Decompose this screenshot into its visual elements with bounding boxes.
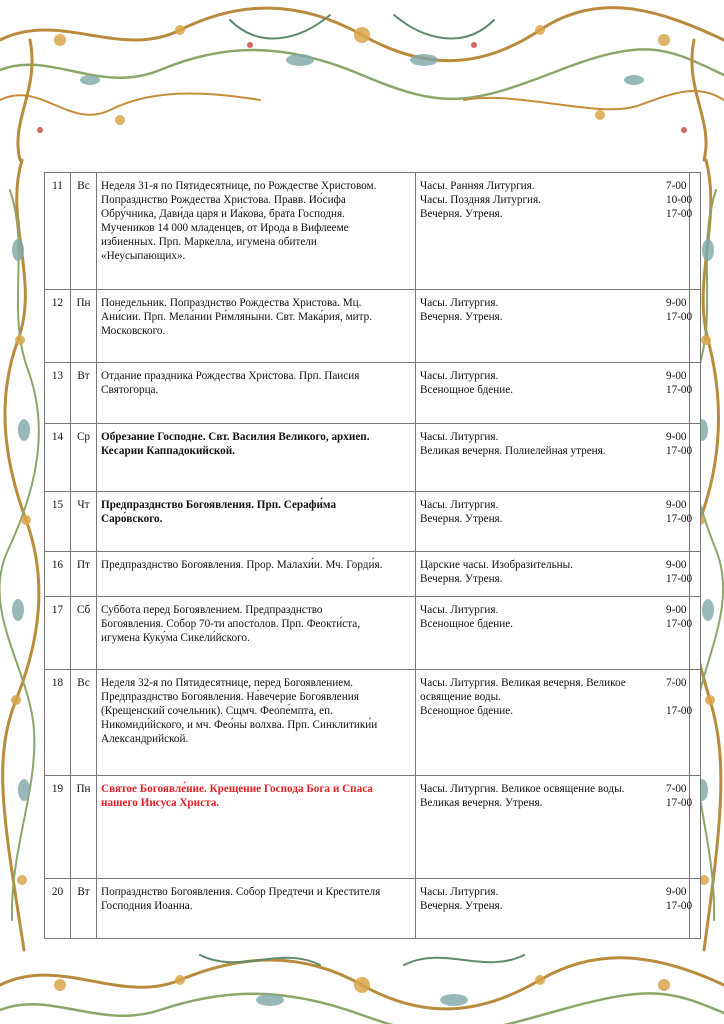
service-time: 17-00 [666, 797, 693, 809]
service-line: Великая вечерня. Утреня. [420, 797, 543, 809]
service-time: 9-00 [666, 886, 687, 898]
description-line: Понедельник. Попразднство Рождества Христова. Мц. [101, 297, 362, 309]
feast-description [97, 670, 416, 776]
description-line: (Крещенский сочельник). Сщмч. Феопе́мпта, еп. [101, 705, 333, 717]
service-times [666, 492, 701, 552]
weekday [71, 670, 97, 776]
service-times [666, 173, 701, 290]
day-number [45, 492, 71, 552]
service-times [666, 879, 701, 939]
table-row [45, 173, 701, 290]
description-line: Попразднство Богоявления. Собор Предтечи и Крестителя [101, 886, 381, 898]
description-line: Суббота перед Богоявлением. Предпразднство [101, 604, 323, 616]
services [416, 424, 690, 492]
weekday-text: Пн [76, 783, 91, 795]
day-number [45, 290, 71, 363]
weekday [71, 424, 97, 492]
description-line: Попразднство Рождества Христова. Правв. Ио́сифа [101, 194, 346, 206]
services [416, 879, 690, 939]
feast-description [97, 424, 416, 492]
service-line: Часы. Литургия. [420, 499, 499, 511]
ornamental-border-top [0, 0, 724, 170]
feast-description [97, 173, 416, 290]
service-line: Всенощное бдение. [420, 384, 514, 396]
services [416, 363, 690, 424]
service-line: Вечерня. Утреня. [420, 208, 503, 220]
service-line: Часы. Поздняя Литургия. [420, 194, 541, 206]
service-times [666, 597, 701, 670]
day-number-text: 16 [51, 559, 64, 571]
service-times-list [666, 498, 700, 526]
day-number [45, 670, 71, 776]
description-line: Отдание праздника Рождества Христова. Прп. Паисия [101, 370, 360, 382]
weekday [71, 552, 97, 597]
feast-description [97, 597, 416, 670]
day-number-text: 12 [51, 297, 64, 309]
service-times-list [666, 430, 700, 458]
day-number-text: 15 [51, 499, 64, 511]
weekday-text: Пн [76, 297, 91, 309]
service-time: 9-00 [666, 559, 687, 571]
service-times [666, 776, 701, 879]
weekday [71, 879, 97, 939]
feast-description [97, 879, 416, 939]
service-time: 17-00 [666, 900, 693, 912]
service-time: 9-00 [666, 297, 687, 309]
weekday-text: Чт [77, 499, 90, 511]
service-line: Вечерня. Утреня. [420, 311, 503, 323]
ornamental-border-left [0, 160, 44, 950]
day-number-text: 13 [51, 370, 64, 382]
table-row [45, 363, 701, 424]
services [416, 552, 690, 597]
service-time: 17-00 [666, 311, 693, 323]
feast-description [97, 290, 416, 363]
service-times-list [666, 885, 700, 913]
feast-description [97, 363, 416, 424]
services [416, 492, 690, 552]
description-line: Господния Иоанна. [101, 900, 193, 912]
services [416, 173, 690, 290]
schedule-body [45, 173, 701, 939]
feast-description [97, 552, 416, 597]
service-line: Часы. Литургия. Великая вечерня. Великое [420, 677, 626, 689]
description-line: Никомиди́йского, и мч. Фео́ны волхва. Прп. Синклитики́и [101, 719, 378, 731]
services [416, 776, 690, 879]
description-line: игумена Куку́ма Сикели́йского. [101, 632, 250, 644]
description-line: Обрезание Господне. Свт. Василия Великого, архиеп. [101, 431, 370, 443]
service-times-list [666, 676, 700, 718]
weekday-text: Вт [77, 370, 90, 382]
weekday [71, 290, 97, 363]
service-line: Часы. Литургия. [420, 370, 499, 382]
description-line: Святое Богоявле́ние. Крещение Господа Бога и Спаса [101, 783, 373, 795]
description-line: Предпразднство Богоявления. Прор. Малахи́и. Мч. Горди́я. [101, 559, 383, 571]
service-line: Всенощное бдение. [420, 705, 514, 717]
service-time: 9-00 [666, 431, 687, 443]
services [416, 597, 690, 670]
service-times-list [666, 558, 700, 586]
weekday-text: Ср [76, 431, 91, 443]
service-line: Часы. Литургия. [420, 297, 499, 309]
service-times-list [666, 179, 700, 221]
service-line: Вечерня. Утреня. [420, 513, 503, 525]
day-number [45, 879, 71, 939]
service-times-list [666, 782, 700, 810]
service-time: 7-00 [666, 180, 687, 192]
day-number-text: 17 [51, 604, 64, 616]
service-time: 9-00 [666, 370, 687, 382]
weekday-text: Вс [77, 677, 90, 689]
description-line: Обру́чника, Дави́да царя и Иа́кова, брата Господня. [101, 208, 345, 220]
description-line: нашего Иисуса Христа. [101, 797, 220, 809]
day-number [45, 363, 71, 424]
service-time: 17-00 [666, 384, 693, 396]
feast-description [97, 492, 416, 552]
description-line: Неделя 32-я по Пятидесятнице, перед Богоявлением. [101, 677, 354, 689]
day-number-text: 11 [52, 180, 63, 192]
weekday-text: Пт [77, 559, 90, 571]
day-number-text: 18 [51, 677, 64, 689]
day-number-text: 19 [51, 783, 64, 795]
service-line: Часы. Литургия. Великое освящение воды. [420, 783, 625, 795]
description-line: Ани́сии. Прп. Мела́нии Ри́мляныни. Свт. Мака́рия, митр. [101, 311, 373, 323]
service-line: Великая вечерня. Полиелейная утреня. [420, 445, 606, 457]
service-time: 9-00 [666, 604, 687, 616]
service-time: 17-00 [666, 445, 693, 457]
service-line: Царские часы. Изобразительны. [420, 559, 573, 571]
service-time: 7-00 [666, 677, 687, 689]
service-time: 7-00 [666, 783, 687, 795]
table-row [45, 597, 701, 670]
day-number [45, 173, 71, 290]
weekday [71, 776, 97, 879]
table-row [45, 492, 701, 552]
service-time [666, 690, 700, 704]
service-line: Вечерня. Утреня. [420, 573, 503, 585]
ornamental-border-bottom [0, 935, 724, 1024]
table-row [45, 552, 701, 597]
service-time: 17-00 [666, 573, 693, 585]
day-number [45, 776, 71, 879]
weekday [71, 173, 97, 290]
service-time: 17-00 [666, 208, 693, 220]
table-row [45, 670, 701, 776]
day-number-text: 20 [51, 886, 64, 898]
service-line: освящение воды. [420, 691, 501, 703]
service-times [666, 552, 701, 597]
service-time: 17-00 [666, 513, 693, 525]
service-line: Всенощное бдение. [420, 618, 514, 630]
service-time: 9-00 [666, 499, 687, 511]
description-line: Кесарии Каппадокийской. [101, 445, 235, 457]
service-line: Вечерня. Утреня. [420, 900, 503, 912]
table-row [45, 424, 701, 492]
description-line: Александрийской. [101, 733, 189, 745]
weekday-text: Сб [76, 604, 91, 616]
service-line: Часы. Литургия. [420, 604, 499, 616]
service-time: 10-00 [666, 194, 693, 206]
description-line: «Неусыпающих». [101, 250, 186, 262]
day-number [45, 552, 71, 597]
service-line: Часы. Ранняя Литургия. [420, 180, 535, 192]
day-number [45, 424, 71, 492]
service-times-list [666, 296, 700, 324]
description-line: Предпразднство Богоявления. На́вечерие Богоявления [101, 691, 359, 703]
service-time: 17-00 [666, 618, 693, 630]
table-row [45, 879, 701, 939]
service-schedule-table [44, 172, 701, 939]
day-number-text: 14 [51, 431, 64, 443]
description-line: Богоявления. Собор 70-ти апостолов. Прп. Феокти́ста, [101, 618, 361, 630]
service-times [666, 290, 701, 363]
weekday-text: Вс [77, 180, 90, 192]
services [416, 290, 690, 363]
table-row [45, 290, 701, 363]
weekday [71, 597, 97, 670]
service-line: Часы. Литургия. [420, 431, 499, 443]
description-line: Московского. [101, 325, 166, 337]
service-line: Часы. Литургия. [420, 886, 499, 898]
day-number [45, 597, 71, 670]
description-line: Святогорца. [101, 384, 159, 396]
weekday-text: Вт [77, 886, 90, 898]
services [416, 670, 690, 776]
service-times [666, 670, 701, 776]
weekday [71, 492, 97, 552]
description-line: Предпразднство Богоявления. Прп. Серафи́ма [101, 499, 337, 511]
service-times [666, 363, 701, 424]
description-line: Саро́вского. [101, 513, 163, 525]
service-times-list [666, 603, 700, 631]
description-line: избиенных. Прп. Маркелла, игумена обители [101, 236, 317, 248]
service-times [666, 424, 701, 492]
description-line: Мучеников 14 000 младенцев, от Ирода в Вифлееме [101, 222, 349, 234]
service-time: 17-00 [666, 705, 693, 717]
table-row [45, 776, 701, 879]
service-times-list [666, 369, 700, 397]
weekday [71, 363, 97, 424]
description-line: Неделя 31-я по Пятидесятнице, по Рождестве Христовом. [101, 180, 377, 192]
feast-description [97, 776, 416, 879]
